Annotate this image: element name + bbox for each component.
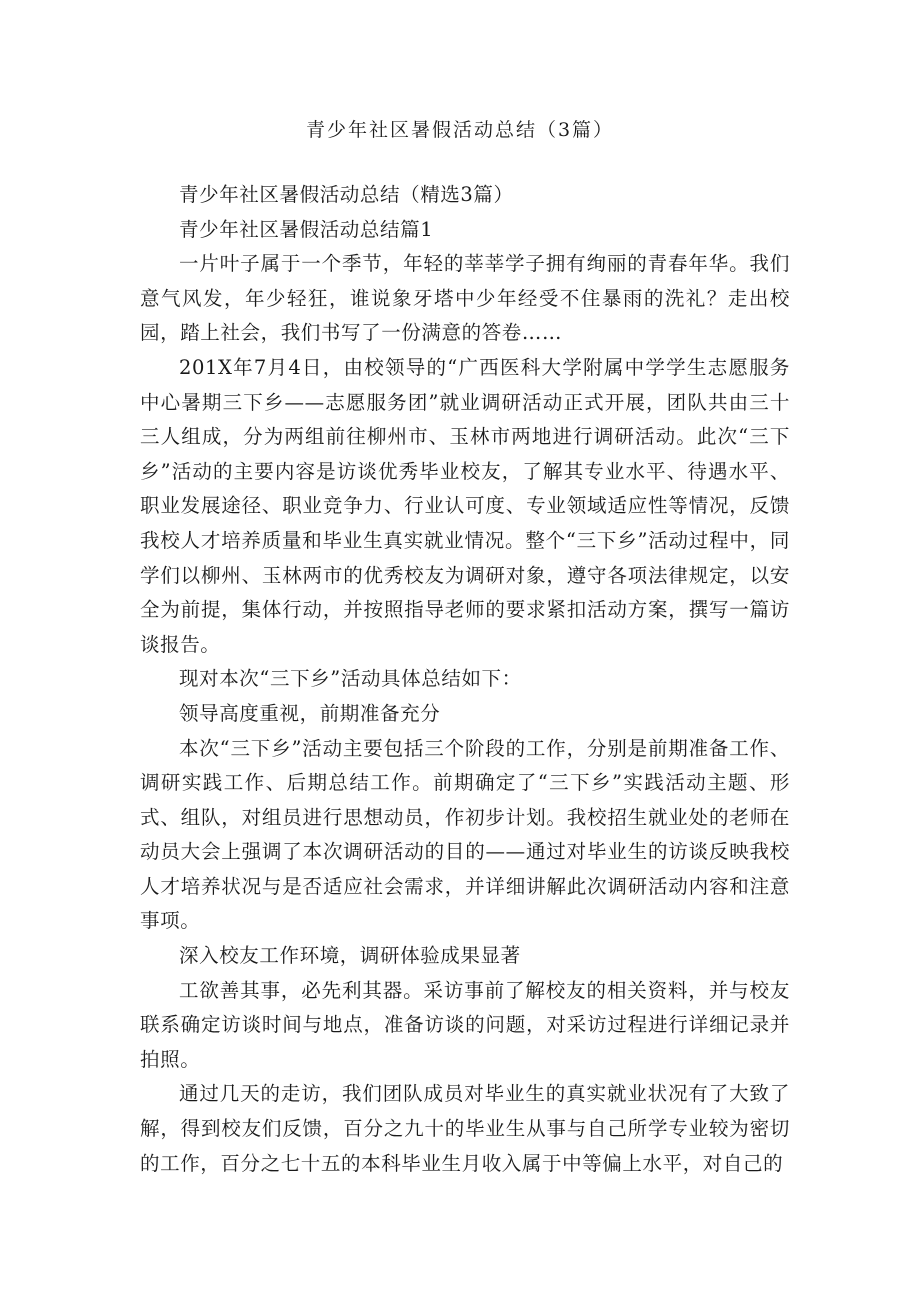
section-heading: 领导高度重视，前期准备充分 xyxy=(179,701,441,725)
section-heading: 青少年社区暑假活动总结篇1 xyxy=(179,217,434,241)
document-title: 青少年社区暑假活动总结（3篇） xyxy=(305,119,615,141)
body-paragraph: 工欲善其事，必先利其器。采访事前了解校友的相关资料，并与校友联系确定访谈时间与地点，准备访谈的问题，对采访过程进行详细记录并拍照。 xyxy=(140,978,790,1071)
body-paragraph: 本次“三下乡”活动主要包括三个阶段的工作，分别是前期准备工作、调研实践工作、后期总结工作。前期确定了“三下乡”实践活动主题、形式、组队，对组员进行思想动员，作初步计划。我校招生就业处的老师在动员大会上强调了本次调研活动的目的——通过对毕业生的访谈反映我校人才培养状况与是否适应社会需求，并详细讲解此次调研活动内容和注意事项。 xyxy=(140,736,790,933)
section-heading: 深入校友工作环境，调研体验成果显著 xyxy=(179,944,521,968)
body-paragraph: 201X年7月4日，由校领导的“广西医科大学附属中学学生志愿服务中心暑期三下乡——志愿服务团”就业调研活动正式开展，团队共由三十三人组成，分为两组前往柳州市、玉林市两地进行调研活动。此次“三下乡”活动的主要内容是访谈优秀毕业校友，了解其专业水平、待遇水平、职业发展途径、职业竞争力、行业认可度、专业领域适应性等情况，反馈我校人才培养质量和毕业生真实就业情况。整个“三下乡”活动过程中，同学们以柳州、玉林两市的优秀校友为调研对象，遵守各项法律规定，以安全为前提，集体行动，并按照指导老师的要求紧扣活动方案，撰写一篇访谈报告。 xyxy=(140,355,790,656)
body-paragraph: 通过几天的走访，我们团队成员对毕业生的真实就业状况有了大致了解，得到校友们反馈，百分之九十的毕业生从事与自己所学专业较为密切的工作，百分之七十五的本科毕业生月收入属于中等偏上水平，对自己的 xyxy=(140,1082,790,1175)
body-paragraph: 一片叶子属于一个季节，年轻的莘莘学子拥有绚丽的青春年华。我们意气风发，年少轻狂，谁说象牙塔中少年经受不住暴雨的洗礼？走出校园，踏上社会，我们书写了一份满意的答卷…… xyxy=(140,252,790,345)
subtitle-paragraph: 青少年社区暑假活动总结（精选3篇） xyxy=(179,183,514,206)
body-paragraph: 现对本次“三下乡”活动具体总结如下： xyxy=(179,667,522,691)
document-body xyxy=(140,178,790,1181)
